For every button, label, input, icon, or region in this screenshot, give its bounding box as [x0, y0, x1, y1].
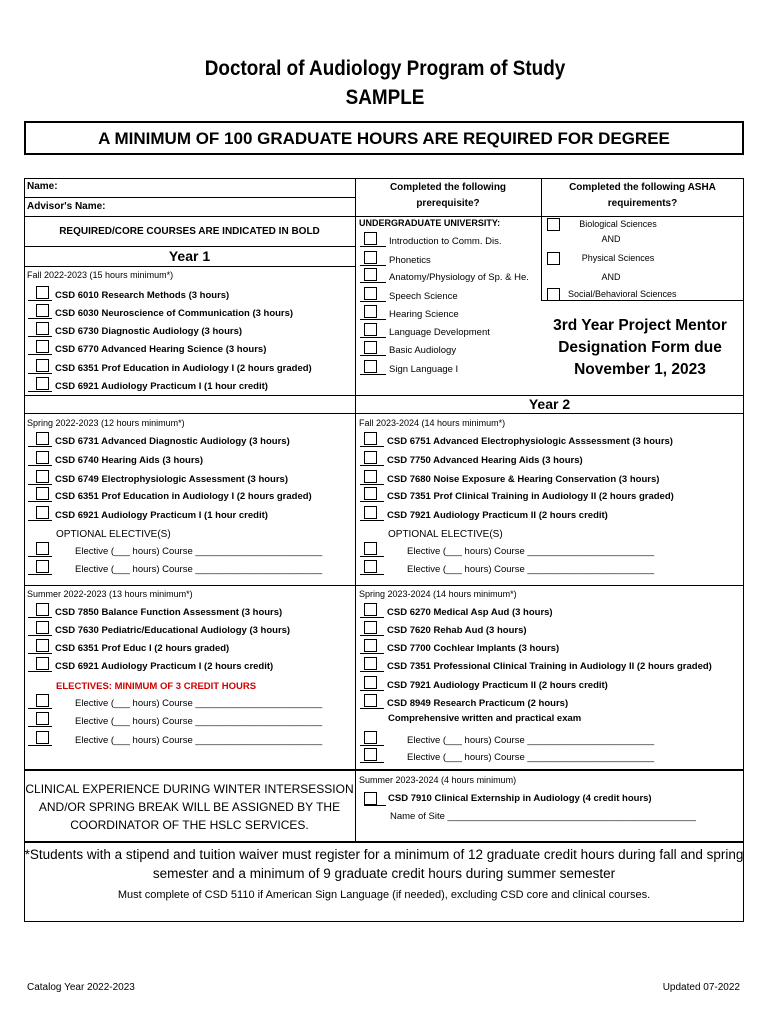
- elective-field: Elective (___ hours) Course ________________________: [75, 698, 323, 709]
- asha-item: Biological Sciences: [579, 219, 657, 229]
- checkbox[interactable]: [364, 232, 377, 245]
- checkbox[interactable]: [364, 287, 377, 300]
- elective-field: Elective (___ hours) Course ________________________: [407, 564, 655, 575]
- page-subtitle: SAMPLE: [345, 86, 425, 109]
- checkbox[interactable]: [36, 603, 49, 616]
- checkbox[interactable]: [364, 694, 377, 707]
- prereq-item: Sign Language I: [389, 364, 459, 375]
- checkbox[interactable]: [364, 487, 377, 500]
- stipend-line-1: *Students with a stipend and tuition waiver must register for a minimum of 12 graduate credit hours during fall and spring: [24, 847, 744, 862]
- checkbox[interactable]: [364, 323, 377, 336]
- checkbox[interactable]: [364, 360, 377, 373]
- mentor-line-2: Designation Form due: [558, 339, 722, 356]
- course-item: CSD 6351 Prof Education in Audiology I (2 hours graded): [55, 363, 312, 374]
- checkbox[interactable]: [36, 359, 49, 372]
- course-item: CSD 7750 Advanced Hearing Aids (3 hours): [387, 455, 583, 466]
- summer-2-heading: Summer 2023-2024 (4 hours minimum): [359, 775, 517, 785]
- checkbox[interactable]: [364, 305, 377, 318]
- course-item: CSD 6749 Electrophysiologic Assessment (3 hours): [55, 474, 289, 485]
- prereq-heading: Completed the following: [389, 182, 507, 193]
- checkbox[interactable]: [36, 432, 49, 445]
- course-item: CSD 7850 Balance Function Assessment (3 hours): [55, 607, 283, 618]
- checkbox[interactable]: [36, 621, 49, 634]
- fall-1-heading: Fall 2022-2023 (15 hours minimum*): [27, 270, 174, 280]
- checkbox[interactable]: [36, 304, 49, 317]
- prereq-item: Speech Science: [389, 291, 458, 302]
- asha-heading-2: requirements?: [607, 198, 678, 209]
- course-item: CSD 7680 Noise Exposure & Hearing Conservation (3 hours): [387, 474, 660, 485]
- prereq-item: Hearing Science: [389, 309, 459, 320]
- checkbox[interactable]: [36, 712, 49, 725]
- checkbox[interactable]: [36, 731, 49, 744]
- page-title: Doctoral of Audiology Program of Study: [204, 57, 566, 80]
- elective-field: Elective (___ hours) Course ________________________: [407, 735, 655, 746]
- checkbox[interactable]: [364, 542, 377, 555]
- elective-field: Elective (___ hours) Course ________________________: [75, 546, 323, 557]
- checkbox[interactable]: [364, 657, 377, 670]
- updated-date: Updated 07-2022: [662, 982, 740, 993]
- checkbox[interactable]: [364, 251, 377, 264]
- course-item: CSD 6921 Audiology Practicum I (1 hour credit): [55, 381, 268, 392]
- prereq-heading-2: prerequisite?: [416, 198, 480, 209]
- checkbox[interactable]: [364, 748, 377, 761]
- checkbox[interactable]: [36, 487, 49, 500]
- prereq-item: Language Development: [389, 327, 490, 338]
- checkbox[interactable]: [364, 792, 377, 805]
- year-2-heading: Year 2: [528, 396, 571, 412]
- checkbox[interactable]: [36, 470, 49, 483]
- clinical-note: [24, 780, 355, 834]
- course-item: CSD 7700 Cochlear Implants (3 hours): [387, 643, 560, 654]
- fall-2-heading: Fall 2023-2024 (14 hours minimum*): [359, 418, 506, 428]
- course-item: CSD 6731 Advanced Diagnostic Audiology (3 hours): [55, 436, 290, 447]
- core-note: REQUIRED/CORE COURSES ARE INDICATED IN BOLD: [59, 226, 320, 237]
- course-item: CSD 6751 Advanced Electrophysiologic Asssessment (3 hours): [387, 436, 673, 447]
- checkbox[interactable]: [364, 506, 377, 519]
- checkbox[interactable]: [364, 432, 377, 445]
- advisor-label: Advisor's Name:: [27, 201, 106, 212]
- hours-banner: A MINIMUM OF 100 GRADUATE HOURS ARE REQUIRED FOR DEGREE: [24, 121, 744, 155]
- clinical-line-1: CLINICAL EXPERIENCE DURING WINTER INTERSESSION: [25, 782, 354, 796]
- spring-1-heading: Spring 2022-2023 (12 hours minimum*): [27, 418, 185, 428]
- course-item: CSD 6921 Audiology Practicum I (2 hours credit): [55, 661, 274, 672]
- checkbox[interactable]: [364, 560, 377, 573]
- externship-course: CSD 7910 Clinical Externship in Audiology (4 credit hours): [388, 793, 652, 804]
- course-item: CSD 7620 Rehab Aud (3 hours): [387, 625, 527, 636]
- checkbox[interactable]: [364, 731, 377, 744]
- checkbox[interactable]: [364, 268, 377, 281]
- asl-note: Must complete of CSD 5110 if American Sign Language (if needed), excluding CSD core and clinical courses.: [117, 889, 651, 901]
- prereq-item: Anatomy/Physiology of Sp. & He.: [389, 272, 529, 283]
- course-item: CSD 6770 Advanced Hearing Science (3 hours): [55, 344, 267, 355]
- checkbox[interactable]: [36, 286, 49, 299]
- checkbox[interactable]: [36, 340, 49, 353]
- checkbox[interactable]: [36, 377, 49, 390]
- spring-2-heading: Spring 2023-2024 (14 hours minimum*): [359, 589, 517, 599]
- elective-field: Elective (___ hours) Course ________________________: [75, 735, 323, 746]
- elective-field: Elective (___ hours) Course ________________________: [407, 752, 655, 763]
- checkbox[interactable]: [364, 470, 377, 483]
- prereq-item: Phonetics: [389, 255, 431, 266]
- checkbox[interactable]: [36, 542, 49, 555]
- university-label: UNDERGRADUATE UNIVERSITY:: [359, 218, 501, 228]
- course-item: CSD 7921 Audiology Practicum II (2 hours credit): [387, 510, 608, 521]
- asha-item: AND: [601, 234, 621, 244]
- course-item: CSD 7630 Pediatric/Educational Audiology (3 hours): [55, 625, 291, 636]
- clinical-line-2: AND/OR SPRING BREAK WILL BE ASSIGNED BY THE: [38, 800, 341, 814]
- comprehensive-exam: Comprehensive written and practical exam: [388, 713, 582, 724]
- course-item: CSD 6730 Diagnostic Audiology (3 hours): [55, 326, 243, 337]
- stipend-note: [24, 845, 744, 883]
- fall-2-optional: OPTIONAL ELECTIVE(S): [388, 529, 503, 540]
- checkbox[interactable]: [36, 506, 49, 519]
- course-item: CSD 6351 Prof Educ I (2 hours graded): [55, 643, 230, 654]
- stipend-line-2: semester and a minimum of 9 graduate credit hours during summer semester: [152, 866, 616, 881]
- clinical-line-3: COORDINATOR OF THE HSLC SERVICES.: [70, 818, 309, 832]
- checkbox[interactable]: [36, 694, 49, 707]
- summer-1-electives-note: ELECTIVES: MINIMUM OF 3 CREDIT HOURS: [56, 681, 257, 692]
- checkbox[interactable]: [364, 341, 377, 354]
- mentor-line-1: 3rd Year Project Mentor: [553, 317, 727, 334]
- spring-1-optional: OPTIONAL ELECTIVE(S): [56, 529, 171, 540]
- course-item: CSD 6351 Prof Education in Audiology I (2 hours graded): [55, 491, 312, 502]
- checkbox[interactable]: [547, 218, 560, 231]
- asha-heading: Completed the following ASHA: [569, 182, 716, 193]
- asha-item: Social/Behavioral Sciences: [568, 289, 677, 299]
- elective-field: Elective (___ hours) Course ________________________: [75, 564, 323, 575]
- course-item: CSD 7351 Professional Clinical Training in Audiology II (2 hours graded): [387, 661, 712, 672]
- checkbox[interactable]: [547, 288, 560, 301]
- course-item: CSD 7351 Prof Clinical Training in Audiology II (2 hours graded): [387, 491, 674, 502]
- course-item: CSD 6740 Hearing Aids (3 hours): [55, 455, 203, 466]
- elective-field: Elective (___ hours) Course ________________________: [407, 546, 655, 557]
- checkbox[interactable]: [36, 451, 49, 464]
- checkbox[interactable]: [36, 322, 49, 335]
- course-item: CSD 6010 Research Methods (3 hours): [55, 290, 230, 301]
- course-item: CSD 6030 Neuroscience of Communication (3 hours): [55, 308, 294, 319]
- catalog-year: Catalog Year 2022-2023: [27, 982, 135, 993]
- checkbox[interactable]: [364, 676, 377, 689]
- course-item: CSD 8949 Research Practicum (2 hours): [387, 698, 569, 709]
- prereq-item: Introduction to Comm. Dis.: [389, 236, 502, 247]
- course-item: CSD 6921 Audiology Practicum I (1 hour credit): [55, 510, 268, 521]
- asha-item: AND: [601, 272, 621, 282]
- asha-item: Physical Sciences: [581, 253, 655, 263]
- checkbox[interactable]: [364, 639, 377, 652]
- checkbox[interactable]: [547, 252, 560, 265]
- course-item: CSD 7921 Audiology Practicum II (2 hours credit): [387, 680, 608, 691]
- mentor-line-3: November 1, 2023: [574, 361, 706, 378]
- course-item: CSD 6270 Medical Asp Aud (3 hours): [387, 607, 553, 618]
- checkbox[interactable]: [364, 451, 377, 464]
- prereq-item: Basic Audiology: [389, 345, 457, 356]
- checkbox[interactable]: [364, 621, 377, 634]
- name-label: Name:: [27, 181, 58, 192]
- summer-1-heading: Summer 2022-2023 (13 hours minimum*): [27, 589, 193, 599]
- checkbox[interactable]: [364, 603, 377, 616]
- checkbox[interactable]: [36, 560, 49, 573]
- checkbox[interactable]: [36, 639, 49, 652]
- site-name-field[interactable]: Name of Site _______________________________________________: [390, 811, 696, 822]
- checkbox[interactable]: [36, 657, 49, 670]
- year-1-heading: Year 1: [168, 248, 211, 264]
- elective-field: Elective (___ hours) Course ________________________: [75, 716, 323, 727]
